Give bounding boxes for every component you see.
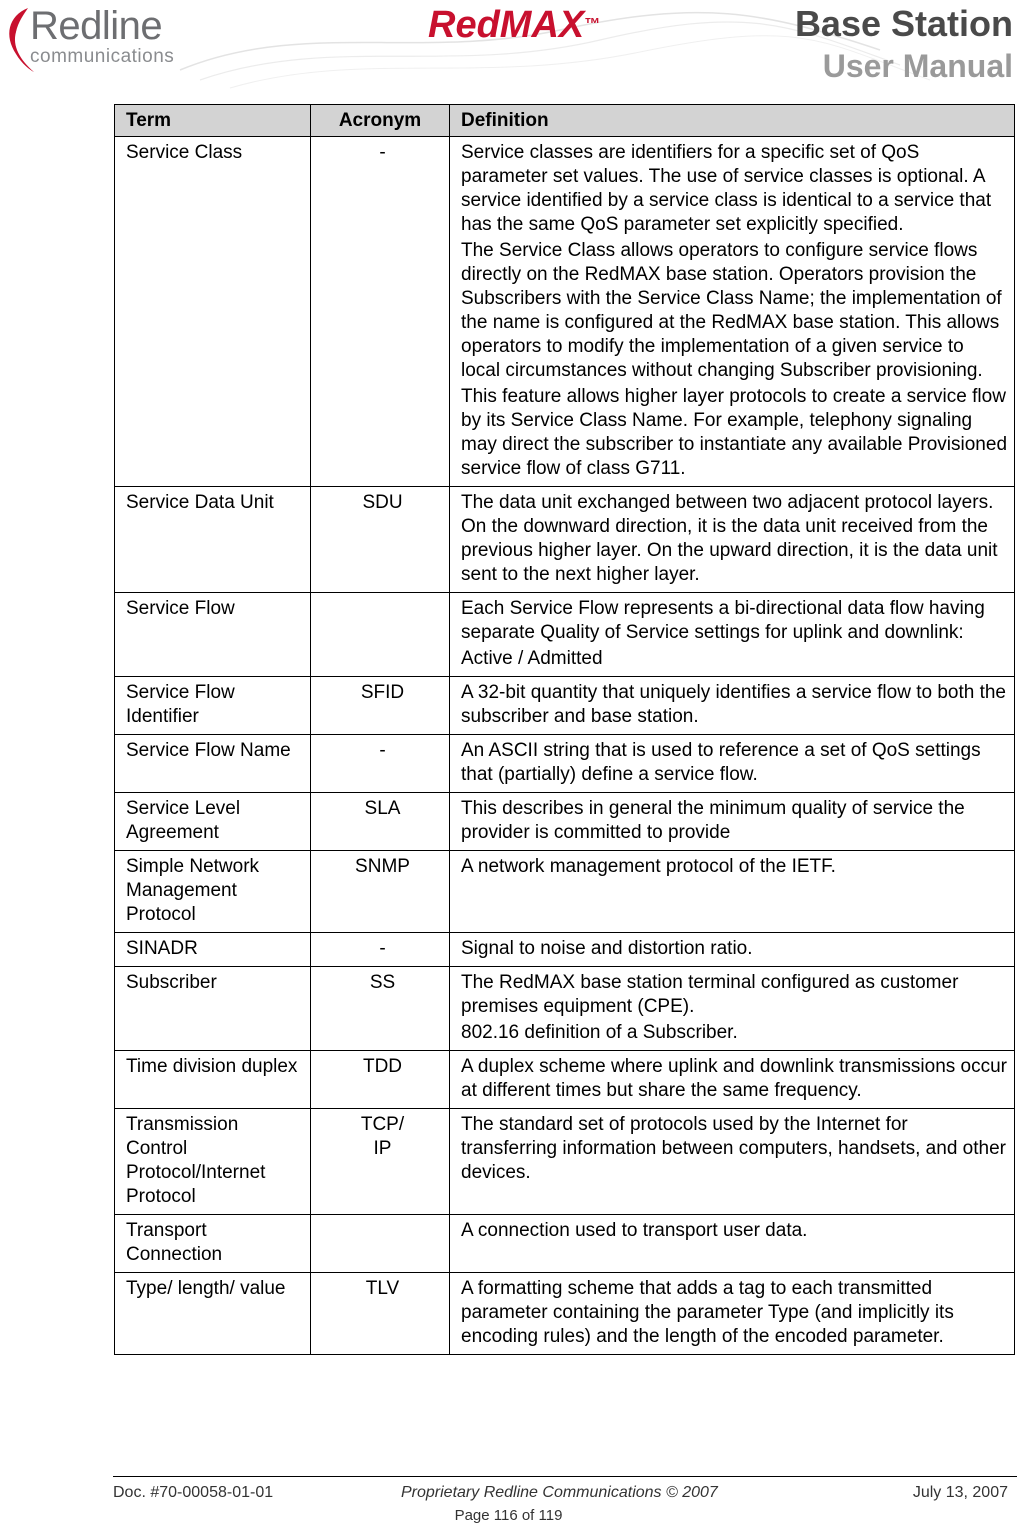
definition-paragraph: A formatting scheme that adds a tag to each transmitted parameter containing the parameter Type (and implicitly its encoding rules) and the length of the encoded parameter. [461,1278,954,1347]
term-cell: Service Flow Identifier [115,677,311,735]
acronym-cell: TCP/ IP [311,1109,450,1215]
definition-paragraph: A connection used to transport user data. [461,1220,808,1241]
table-row [115,933,1015,967]
definition-cell [450,735,1015,793]
definition-paragraph: An ASCII string that is used to reference a set of QoS settings that (partially) define a service flow. [461,740,981,785]
copyright-notice: Proprietary Redline Communications © 2007 [401,1484,718,1501]
table-row [115,1051,1015,1109]
definition-cell [450,137,1015,487]
definition-paragraph: The data unit exchanged between two adjacent protocol layers. On the downward direction, it is the data unit received from the previous higher layer. On the upward direction, it is the data unit sent to the next higher layer. [461,492,998,585]
acronym-cell: - [311,137,450,487]
definition-cell [450,487,1015,593]
definition-paragraph: A duplex scheme where uplink and downlink transmissions occur at different times but share the same frequency. [461,1056,1007,1101]
page-header [0,0,1017,95]
table-row [115,735,1015,793]
table-row [115,793,1015,851]
page-number: Page 116 of 119 [454,1507,563,1524]
term-cell: Time division duplex [115,1051,311,1109]
acronym-cell: SS [311,967,450,1051]
definition-paragraph: Service classes are identifiers for a specific set of QoS parameter set values. The use of service classes is optional. A service identified by a service class is identical to a service that has the same QoS parameter set explicitly specified. [461,142,992,235]
table-row [115,593,1015,677]
term-cell: Service Level Agreement [115,793,311,851]
definition-cell [450,1109,1015,1215]
acronym-cell [311,1215,450,1273]
table-row [115,1109,1015,1215]
term-cell: Subscriber [115,967,311,1051]
term-cell: Service Flow Name [115,735,311,793]
acronym-cell: SDU [311,487,450,593]
glossary-table-body [115,137,1015,1355]
term-cell: Simple Network Management Protocol [115,851,311,933]
definition-cell [450,677,1015,735]
logo-subtitle: communications [30,46,175,67]
table-row [115,677,1015,735]
definition-paragraph: Signal to noise and distortion ratio. [461,938,753,959]
definition-cell [450,793,1015,851]
definition-cell [450,593,1015,677]
acronym-cell: TDD [311,1051,450,1109]
definition-cell [450,967,1015,1051]
product-name-max: MAX [499,4,585,46]
acronym-cell [311,593,450,677]
definition-paragraph: A 32-bit quantity that uniquely identifies a service flow to both the subscriber and base station. [461,682,1006,727]
term-cell: Transport Connection [115,1215,311,1273]
table-row [115,851,1015,933]
acronym-cell: - [311,933,450,967]
definition-paragraph: 802.16 definition of a Subscriber. [461,1022,738,1043]
definition-paragraph: This feature allows higher layer protocols to create a service flow by its Service Class Name. For example, telephony signaling may direct the subscriber to instantiate any available Provisioned service flow of class G711. [461,386,1008,479]
acronym-cell: SLA [311,793,450,851]
acronym-cell: SFID [311,677,450,735]
definition-paragraph: Active / Admitted [461,648,603,669]
term-cell: Type/ length/ value [115,1273,311,1355]
table-row [115,1215,1015,1273]
definition-cell [450,1051,1015,1109]
product-name-red: Red [428,4,500,46]
term-cell: Service Data Unit [115,487,311,593]
definition-paragraph: This describes in general the minimum quality of service the provider is committed to provide [461,798,965,843]
logo-wordmark: Redline [30,4,163,48]
term-cell: Service Flow [115,593,311,677]
acronym-cell: - [311,735,450,793]
table-row [115,967,1015,1051]
doc-number: Doc. #70-00058-01-01 [113,1484,274,1501]
definition-cell [450,1273,1015,1355]
definition-paragraph: Each Service Flow represents a bi-directional data flow having separate Quality of Service settings for uplink and downlink: [461,598,985,643]
header-definition: Definition [450,105,1015,137]
doc-date: July 13, 2007 [912,1484,1008,1501]
definition-paragraph: A network management protocol of the IETF. [461,856,836,877]
footer-divider [113,1476,1017,1477]
term-cell: Transmission Control Protocol/Internet Protocol [115,1109,311,1215]
definition-cell [450,933,1015,967]
table-row [115,1273,1015,1355]
definition-paragraph: The RedMAX base station terminal configured as customer premises equipment (CPE). [461,972,959,1017]
header-acronym: Acronym [311,105,450,137]
term-cell: Service Class [115,137,311,487]
manual-title: Base Station [794,3,1013,44]
definition-paragraph: The Service Class allows operators to configure service flows directly on the RedMAX base station. Operators provision the Subscribers with the Service Class Name; the implementation of the name is configured at the RedMAX base station. This allows operators to modify the implementation of a given service to local circumstances without changing Subscriber provisioning. [461,240,1002,381]
definition-cell [450,851,1015,933]
trademark-symbol: ™ [584,16,601,33]
term-cell: SINADR [115,933,311,967]
acronym-cell: SNMP [311,851,450,933]
table-row [115,137,1015,487]
glossary-table [114,104,1015,1355]
table-row [115,487,1015,593]
product-name [428,4,600,46]
header-term: Term [115,105,311,137]
acronym-cell: TLV [311,1273,450,1355]
definition-cell [450,1215,1015,1273]
manual-subtitle: User Manual [822,48,1013,84]
table-header-row [115,105,1015,137]
definition-paragraph: The standard set of protocols used by the Internet for transferring information between computers, handsets, and other devices. [461,1114,1006,1183]
